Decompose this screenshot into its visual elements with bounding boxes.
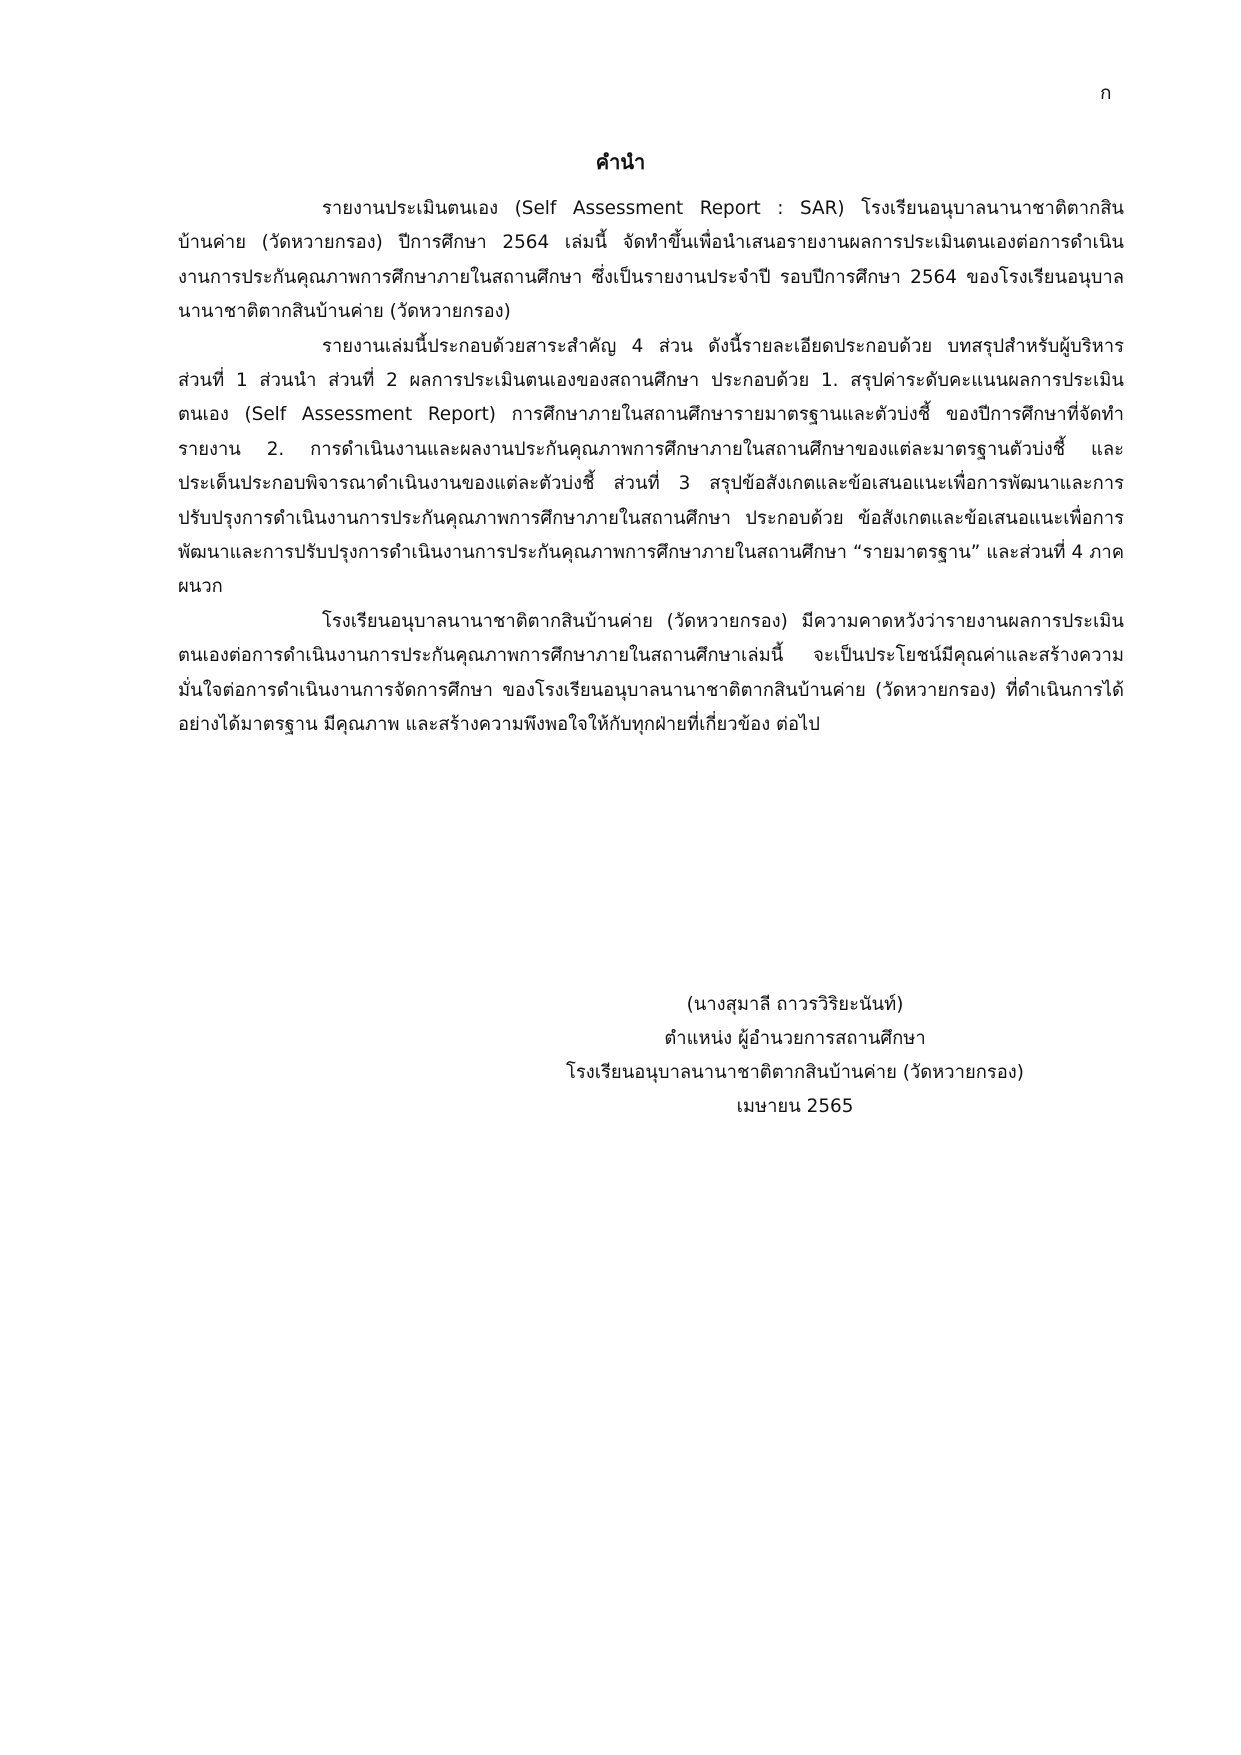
paragraph-closing: โรงเรียนอนุบาลนานาชาติตากสินบ้านค่าย (วัดหวายกรอง) มีความคาดหวังว่ารายงานผลการประเมินตนเองต่อการดำเนินงานการประกันคุณภาพการศึกษาภายในสถานศึกษาเล่มนี้ จะเป็นประโยชน์มีคุณค่าและสร้างความมั่นใจต่อการดำเนินงานการจัดการศึกษา ของโรงเรียนอนุบาลนานาชาติตากสินบ้านค่าย (วัดหวายกรอง) ที่ดำเนินการได้อย่างได้มาตรฐาน มีคุณภาพ และสร้างความพึงพอใจให้กับทุกฝ่ายที่เกี่ยวข้อง ต่อไป	[178, 610, 1124, 736]
body-text	[178, 192, 1124, 743]
signatory-name: (นางสุมาลี ถาวรวิริยะนันท์)	[686, 994, 904, 1015]
page-number: ก	[1100, 82, 1112, 104]
signatory-organization: โรงเรียนอนุบาลนานาชาติตากสินบ้านค่าย (วัดหวายกรอง)	[566, 1062, 1024, 1083]
page-title: คำนำ	[595, 150, 646, 174]
paragraph-contents: รายงานเล่มนี้ประกอบด้วยสาระสำคัญ 4 ส่วน ดังนี้รายละเอียดประกอบด้วย บทสรุปสำหรับผู้บริหาร ส่วนที่ 1 ส่วนนำ ส่วนที่ 2 ผลการประเมินตนเองของสถานศึกษา ประกอบด้วย 1. สรุปค่าระดับคะแนนผลการประเมินตนเอง (Self Assessment Report) การศึกษาภายในสถานศึกษารายมาตรฐานและตัวบ่งชี้ ของปีการศึกษาที่จัดทำรายงาน 2. การดำเนินงานและผลงานประกันคุณภาพการศึกษาภายในสถานศึกษาของแต่ละมาตรฐานตัวบ่งชี้ และประเด็นประกอบพิจารณาดำเนินงานของแต่ละตัวบ่งชี้ ส่วนที่ 3 สรุปข้อสังเกตและข้อเสนอแนะเพื่อการพัฒนาและการปรับปรุงการดำเนินงานการประกันคุณภาพการศึกษาภายในสถานศึกษา ประกอบด้วย ข้อสังเกตและข้อเสนอแนะเพื่อการพัฒนาและการปรับปรุงการดำเนินงานการประกันคุณภาพการศึกษาภายในสถานศึกษา “รายมาตรฐาน” และส่วนที่ 4 ภาคผนวก	[178, 335, 1124, 598]
paragraph-intro: รายงานประเมินตนเอง (Self Assessment Report : SAR) โรงเรียนอนุบาลนานาชาติตากสินบ้านค่าย (วัดหวายกรอง) ปีการศึกษา 2564 เล่มนี้ จัดทำขึ้นเพื่อนำเสนอรายงานผลการประเมินตนเองต่อการดำเนินงานการประกันคุณภาพการศึกษาภายในสถานศึกษา ซึ่งเป็นรายงานประจำปี รอบปีการศึกษา 2564 ของโรงเรียนอนุบาลนานาชาติตากสินบ้านค่าย (วัดหวายกรอง)	[178, 198, 1124, 323]
signatory-position: ตำแหน่ง ผู้อำนวยการสถานศึกษา	[664, 1028, 926, 1049]
signature-block	[535, 988, 1055, 1124]
signature-date: เมษายน 2565	[736, 1096, 854, 1117]
